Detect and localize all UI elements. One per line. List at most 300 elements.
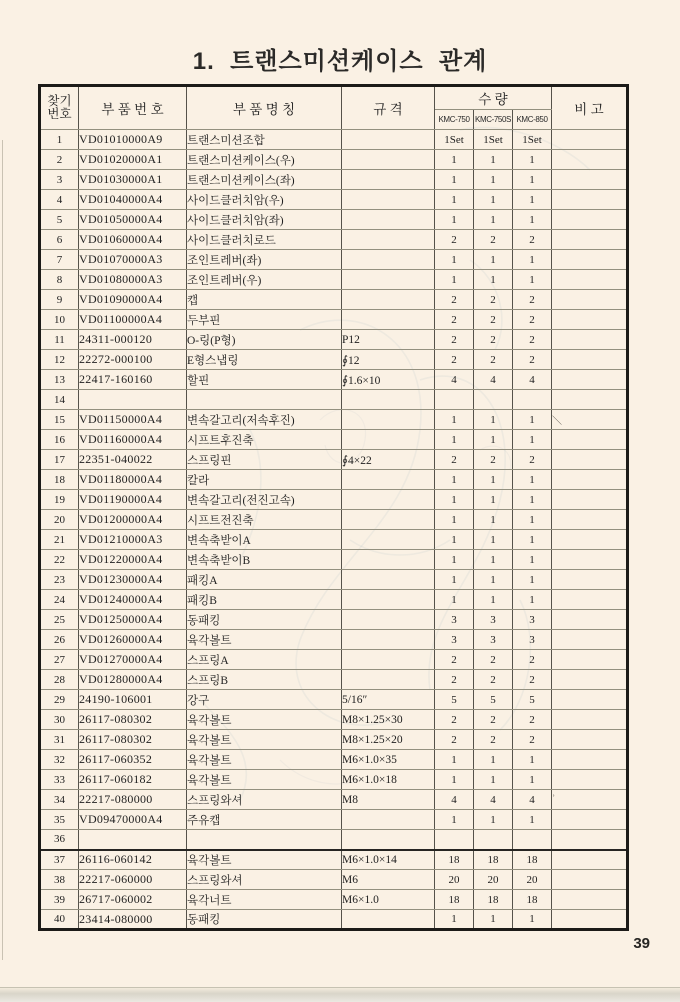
row-qty-kmc750s: 5 — [474, 690, 513, 710]
row-qty-kmc750: 1 — [435, 430, 474, 450]
table-body — [40, 130, 628, 930]
row-qty-kmc750: 1 — [435, 530, 474, 550]
table-row — [40, 510, 628, 530]
row-part-name: 변속갈고리(저속후진) — [187, 410, 342, 430]
table-row — [40, 330, 628, 350]
row-spec — [342, 230, 435, 250]
row-part-number — [79, 830, 187, 850]
row-remark — [552, 770, 628, 790]
row-remark — [552, 490, 628, 510]
row-part-number: VD01040000A4 — [79, 190, 187, 210]
row-part-number: VD01220000A4 — [79, 550, 187, 570]
row-part-name: 육각볼트 — [187, 770, 342, 790]
table-row — [40, 490, 628, 510]
row-spec — [342, 490, 435, 510]
row-find-number: 16 — [40, 430, 79, 450]
row-spec — [342, 410, 435, 430]
header-find-number-line2: 번호 — [47, 107, 72, 121]
row-find-number: 31 — [40, 730, 79, 750]
row-spec: M6×1.0×14 — [342, 850, 435, 870]
row-qty-kmc750s: 2 — [474, 650, 513, 670]
row-qty-kmc850: 1 — [513, 490, 552, 510]
row-qty-kmc750s: 4 — [474, 370, 513, 390]
row-find-number: 11 — [40, 330, 79, 350]
row-qty-kmc850: 2 — [513, 350, 552, 370]
row-qty-kmc850: 1 — [513, 550, 552, 570]
row-part-name: 변속축받이B — [187, 550, 342, 570]
row-qty-kmc850: 2 — [513, 450, 552, 470]
table-row — [40, 770, 628, 790]
row-qty-kmc850: 1Set — [513, 130, 552, 150]
row-qty-kmc750s: 1Set — [474, 130, 513, 150]
row-qty-kmc850: 2 — [513, 290, 552, 310]
row-part-name: 칼라 — [187, 470, 342, 490]
row-remark — [552, 870, 628, 890]
row-spec — [342, 150, 435, 170]
row-part-number: VD01250000A4 — [79, 610, 187, 630]
row-find-number: 22 — [40, 550, 79, 570]
row-qty-kmc750s: 1 — [474, 210, 513, 230]
row-qty-kmc850: 2 — [513, 330, 552, 350]
row-part-name: 할핀 — [187, 370, 342, 390]
row-qty-kmc850: 5 — [513, 690, 552, 710]
row-find-number: 36 — [40, 830, 79, 850]
row-find-number: 37 — [40, 850, 79, 870]
row-find-number: 27 — [40, 650, 79, 670]
row-spec — [342, 310, 435, 330]
table-header — [40, 86, 628, 130]
row-spec — [342, 650, 435, 670]
row-qty-kmc750: 5 — [435, 690, 474, 710]
row-qty-kmc750s: 1 — [474, 770, 513, 790]
row-spec: M6×1.0 — [342, 890, 435, 910]
row-part-number: 26117-060182 — [79, 770, 187, 790]
row-part-number: 22272-000100 — [79, 350, 187, 370]
row-part-number: 22351-040022 — [79, 450, 187, 470]
row-qty-kmc750s: 2 — [474, 450, 513, 470]
row-part-name: 시프트후진축 — [187, 430, 342, 450]
row-qty-kmc750: 18 — [435, 850, 474, 870]
row-qty-kmc750s: 3 — [474, 630, 513, 650]
row-part-name: 두부핀 — [187, 310, 342, 330]
row-qty-kmc850: 1 — [513, 590, 552, 610]
row-spec: M6 — [342, 870, 435, 890]
row-qty-kmc750s: 18 — [474, 850, 513, 870]
row-remark — [552, 370, 628, 390]
row-part-name: 트랜스미션케이스(좌) — [187, 170, 342, 190]
table-row — [40, 850, 628, 870]
row-qty-kmc750: 1 — [435, 210, 474, 230]
row-spec — [342, 210, 435, 230]
row-part-name: 사이드클러치암(우) — [187, 190, 342, 210]
row-remark — [552, 210, 628, 230]
table-row — [40, 170, 628, 190]
row-part-number: VD01240000A4 — [79, 590, 187, 610]
row-remark — [552, 530, 628, 550]
row-find-number: 4 — [40, 190, 79, 210]
row-part-number: 26117-080302 — [79, 730, 187, 750]
row-part-number: 22217-080000 — [79, 790, 187, 810]
row-find-number: 5 — [40, 210, 79, 230]
row-qty-kmc750: 2 — [435, 450, 474, 470]
row-remark — [552, 270, 628, 290]
row-qty-kmc750s — [474, 830, 513, 850]
row-qty-kmc850: 2 — [513, 230, 552, 250]
row-qty-kmc750s: 2 — [474, 350, 513, 370]
row-spec — [342, 810, 435, 830]
row-qty-kmc750: 2 — [435, 650, 474, 670]
page-number: 39 — [633, 935, 650, 952]
row-part-number: VD01160000A4 — [79, 430, 187, 450]
row-part-name: 육각볼트 — [187, 730, 342, 750]
row-part-name: 육각볼트 — [187, 750, 342, 770]
row-part-name: 스프링B — [187, 670, 342, 690]
row-part-name: 트랜스미션케이스(우) — [187, 150, 342, 170]
row-qty-kmc750s: 1 — [474, 170, 513, 190]
row-part-name: 스프링와셔 — [187, 870, 342, 890]
header-model-kmc850: KMC-850 — [513, 110, 552, 130]
header-part-number: 부 품 번 호 — [79, 86, 187, 130]
row-qty-kmc850: 1 — [513, 570, 552, 590]
table-row — [40, 690, 628, 710]
row-remark — [552, 730, 628, 750]
row-qty-kmc850: 2 — [513, 670, 552, 690]
row-find-number: 32 — [40, 750, 79, 770]
row-qty-kmc750: 1 — [435, 170, 474, 190]
row-remark — [552, 650, 628, 670]
row-qty-kmc750: 3 — [435, 610, 474, 630]
row-qty-kmc750: 1 — [435, 250, 474, 270]
table-row — [40, 670, 628, 690]
scan-left-edge — [2, 140, 3, 960]
row-spec — [342, 830, 435, 850]
row-qty-kmc750s: 1 — [474, 550, 513, 570]
row-spec: 5/16″ — [342, 690, 435, 710]
row-remark — [552, 250, 628, 270]
row-qty-kmc750: 1 — [435, 470, 474, 490]
row-part-number: 22217-060000 — [79, 870, 187, 890]
row-qty-kmc750: 2 — [435, 310, 474, 330]
row-spec — [342, 430, 435, 450]
row-qty-kmc850: 1 — [513, 510, 552, 530]
row-qty-kmc750: 3 — [435, 630, 474, 650]
row-qty-kmc750s: 4 — [474, 790, 513, 810]
row-spec — [342, 170, 435, 190]
row-spec: ∮1.6×10 — [342, 370, 435, 390]
row-find-number: 20 — [40, 510, 79, 530]
row-qty-kmc750: 1 — [435, 490, 474, 510]
header-part-name: 부 품 명 칭 — [187, 86, 342, 130]
row-qty-kmc750: 1 — [435, 510, 474, 530]
table-row — [40, 150, 628, 170]
row-remark — [552, 470, 628, 490]
row-qty-kmc750s: 2 — [474, 730, 513, 750]
row-qty-kmc850 — [513, 390, 552, 410]
row-qty-kmc850: 4 — [513, 370, 552, 390]
table-row — [40, 590, 628, 610]
row-qty-kmc850: 1 — [513, 910, 552, 930]
row-part-name: 스프링와셔 — [187, 790, 342, 810]
row-part-name: 캡 — [187, 290, 342, 310]
row-part-name: 트랜스미션조합 — [187, 130, 342, 150]
row-qty-kmc750: 1 — [435, 590, 474, 610]
row-find-number: 15 — [40, 410, 79, 430]
row-qty-kmc750: 1 — [435, 910, 474, 930]
row-find-number: 2 — [40, 150, 79, 170]
row-part-name: O-링(P형) — [187, 330, 342, 350]
table-row — [40, 270, 628, 290]
row-spec — [342, 470, 435, 490]
row-qty-kmc850: 2 — [513, 730, 552, 750]
row-find-number: 6 — [40, 230, 79, 250]
row-remark — [552, 450, 628, 470]
header-model-kmc750s: KMC-750S — [474, 110, 513, 130]
row-part-number: 26117-080302 — [79, 710, 187, 730]
row-part-number: VD01270000A4 — [79, 650, 187, 670]
table-row — [40, 730, 628, 750]
row-qty-kmc850: 1 — [513, 530, 552, 550]
row-qty-kmc750s: 1 — [474, 510, 513, 530]
row-qty-kmc750: 1 — [435, 270, 474, 290]
row-remark — [552, 510, 628, 530]
row-remark — [552, 390, 628, 410]
table-row — [40, 190, 628, 210]
row-qty-kmc850: 1 — [513, 750, 552, 770]
row-qty-kmc850: 2 — [513, 650, 552, 670]
row-find-number: 10 — [40, 310, 79, 330]
row-part-number: 26116-060142 — [79, 850, 187, 870]
row-part-number: VD01210000A3 — [79, 530, 187, 550]
row-remark — [552, 330, 628, 350]
row-find-number: 7 — [40, 250, 79, 270]
row-remark — [552, 550, 628, 570]
row-spec — [342, 910, 435, 930]
row-qty-kmc750s: 1 — [474, 250, 513, 270]
row-spec — [342, 270, 435, 290]
row-qty-kmc750: 2 — [435, 290, 474, 310]
row-qty-kmc750: 2 — [435, 710, 474, 730]
row-part-number: VD01070000A3 — [79, 250, 187, 270]
row-qty-kmc750: 1 — [435, 750, 474, 770]
row-remark — [552, 910, 628, 930]
row-find-number: 14 — [40, 390, 79, 410]
row-part-number: VD01200000A4 — [79, 510, 187, 530]
row-spec — [342, 290, 435, 310]
row-part-number: VD09470000A4 — [79, 810, 187, 830]
row-spec: M8 — [342, 790, 435, 810]
row-remark — [552, 830, 628, 850]
row-find-number: 30 — [40, 710, 79, 730]
row-find-number: 13 — [40, 370, 79, 390]
row-qty-kmc750s: 2 — [474, 710, 513, 730]
row-qty-kmc750s: 1 — [474, 430, 513, 450]
row-part-name: 동패킹 — [187, 610, 342, 630]
row-find-number: 40 — [40, 910, 79, 930]
row-find-number: 3 — [40, 170, 79, 190]
row-qty-kmc750s: 1 — [474, 750, 513, 770]
row-qty-kmc850: 1 — [513, 150, 552, 170]
row-find-number: 28 — [40, 670, 79, 690]
row-part-name: 강구 — [187, 690, 342, 710]
row-qty-kmc750s: 18 — [474, 890, 513, 910]
row-find-number: 8 — [40, 270, 79, 290]
header-remark: 비 고 — [552, 86, 628, 130]
scan-bottom-edge — [0, 987, 680, 1002]
row-part-name — [187, 390, 342, 410]
row-part-name: 육각볼트 — [187, 850, 342, 870]
row-spec — [342, 610, 435, 630]
row-qty-kmc850: 1 — [513, 270, 552, 290]
row-qty-kmc750: 4 — [435, 370, 474, 390]
row-part-number: VD01180000A4 — [79, 470, 187, 490]
table-row — [40, 550, 628, 570]
table-row — [40, 750, 628, 770]
table-row — [40, 410, 628, 430]
row-part-number: 26117-060352 — [79, 750, 187, 770]
row-spec — [342, 530, 435, 550]
table-row — [40, 210, 628, 230]
row-spec: ∮12 — [342, 350, 435, 370]
row-qty-kmc850: 1 — [513, 430, 552, 450]
row-remark — [552, 310, 628, 330]
row-remark — [552, 630, 628, 650]
row-qty-kmc750s: 1 — [474, 190, 513, 210]
row-remark: ʾ — [552, 790, 628, 810]
row-part-number: 26717-060002 — [79, 890, 187, 910]
row-qty-kmc750: 1 — [435, 550, 474, 570]
table-row — [40, 650, 628, 670]
row-qty-kmc750: 18 — [435, 890, 474, 910]
row-part-number: VD01260000A4 — [79, 630, 187, 650]
row-part-number — [79, 390, 187, 410]
row-part-number: 23414-080000 — [79, 910, 187, 930]
table-row — [40, 530, 628, 550]
row-qty-kmc750: 1 — [435, 410, 474, 430]
row-part-number: VD01150000A4 — [79, 410, 187, 430]
row-part-name: 주유캡 — [187, 810, 342, 830]
table-row — [40, 310, 628, 330]
row-qty-kmc750s: 2 — [474, 230, 513, 250]
row-qty-kmc750s: 1 — [474, 270, 513, 290]
table-row — [40, 790, 628, 810]
row-qty-kmc750 — [435, 390, 474, 410]
row-remark: ＼ — [552, 410, 628, 430]
table-row — [40, 350, 628, 370]
row-qty-kmc750: 2 — [435, 670, 474, 690]
row-part-number: 24311-000120 — [79, 330, 187, 350]
row-qty-kmc750: 4 — [435, 790, 474, 810]
row-part-number: VD01010000A9 — [79, 130, 187, 150]
row-qty-kmc850: 1 — [513, 170, 552, 190]
table-row — [40, 570, 628, 590]
row-spec — [342, 250, 435, 270]
row-qty-kmc750s: 2 — [474, 310, 513, 330]
row-spec — [342, 190, 435, 210]
row-qty-kmc750s: 3 — [474, 610, 513, 630]
row-qty-kmc750: 2 — [435, 730, 474, 750]
row-part-number: VD01230000A4 — [79, 570, 187, 590]
row-find-number: 34 — [40, 790, 79, 810]
row-part-number: VD01090000A4 — [79, 290, 187, 310]
row-qty-kmc850: 1 — [513, 810, 552, 830]
row-part-name: 스프링A — [187, 650, 342, 670]
row-qty-kmc750: 20 — [435, 870, 474, 890]
table-row — [40, 470, 628, 490]
row-qty-kmc750s: 1 — [474, 810, 513, 830]
row-find-number: 29 — [40, 690, 79, 710]
row-remark — [552, 670, 628, 690]
row-remark — [552, 170, 628, 190]
row-qty-kmc850: 3 — [513, 630, 552, 650]
row-part-number: VD01280000A4 — [79, 670, 187, 690]
row-qty-kmc850: 18 — [513, 850, 552, 870]
row-qty-kmc750s: 1 — [474, 470, 513, 490]
table-row — [40, 630, 628, 650]
row-find-number: 19 — [40, 490, 79, 510]
row-qty-kmc750: 1 — [435, 190, 474, 210]
row-remark — [552, 610, 628, 630]
table-row — [40, 910, 628, 930]
row-spec: M8×1.25×30 — [342, 710, 435, 730]
row-spec — [342, 550, 435, 570]
row-qty-kmc850: 1 — [513, 770, 552, 790]
row-spec: ∮4×22 — [342, 450, 435, 470]
row-part-name: 사이드클러치암(좌) — [187, 210, 342, 230]
page-title: 1. 트랜스미션케이스 관계 — [192, 48, 488, 75]
row-qty-kmc750s: 1 — [474, 530, 513, 550]
row-spec — [342, 630, 435, 650]
table-row — [40, 390, 628, 410]
row-qty-kmc850: 3 — [513, 610, 552, 630]
row-spec: M6×1.0×18 — [342, 770, 435, 790]
row-qty-kmc750: 1 — [435, 810, 474, 830]
row-qty-kmc750: 1 — [435, 570, 474, 590]
row-qty-kmc750s: 1 — [474, 410, 513, 430]
table-row — [40, 890, 628, 910]
row-remark — [552, 570, 628, 590]
row-qty-kmc750 — [435, 830, 474, 850]
row-part-name: 사이드클러치로드 — [187, 230, 342, 250]
row-qty-kmc750s: 2 — [474, 330, 513, 350]
row-qty-kmc850: 1 — [513, 410, 552, 430]
row-qty-kmc850: 1 — [513, 250, 552, 270]
row-remark — [552, 150, 628, 170]
row-find-number: 24 — [40, 590, 79, 610]
row-part-number: VD01030000A1 — [79, 170, 187, 190]
row-part-name: 패킹B — [187, 590, 342, 610]
row-qty-kmc850: 1 — [513, 210, 552, 230]
row-part-number: VD01190000A4 — [79, 490, 187, 510]
row-find-number: 21 — [40, 530, 79, 550]
row-find-number: 38 — [40, 870, 79, 890]
row-part-name: 육각볼트 — [187, 710, 342, 730]
row-find-number: 33 — [40, 770, 79, 790]
table-row — [40, 230, 628, 250]
table-row — [40, 430, 628, 450]
row-qty-kmc750s: 1 — [474, 150, 513, 170]
row-part-name: 패킹A — [187, 570, 342, 590]
table-row — [40, 810, 628, 830]
row-qty-kmc750s: 20 — [474, 870, 513, 890]
row-qty-kmc750s: 1 — [474, 910, 513, 930]
table-row — [40, 290, 628, 310]
row-find-number: 23 — [40, 570, 79, 590]
row-remark — [552, 890, 628, 910]
row-qty-kmc850: 20 — [513, 870, 552, 890]
row-part-name: 시프트전진축 — [187, 510, 342, 530]
row-qty-kmc750s: 1 — [474, 590, 513, 610]
row-part-number: 22417-160160 — [79, 370, 187, 390]
